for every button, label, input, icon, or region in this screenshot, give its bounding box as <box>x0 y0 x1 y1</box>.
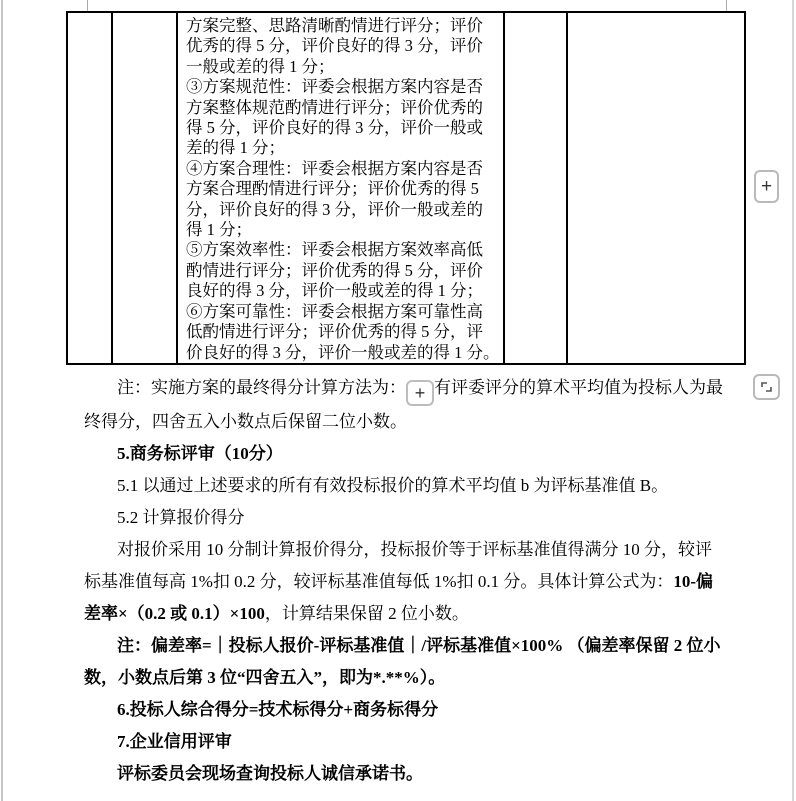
table-cell-text <box>178 14 503 363</box>
table-column-border <box>111 13 113 363</box>
table-cell-line: 得 5 分，评价良好的得 3 分，评价一般或 <box>186 118 483 138</box>
table-cell-line: ④方案合理性：评委会根据方案内容是否 <box>186 158 483 178</box>
table-cell-line: 方案整体规范酌情进行评分；评价优秀的 <box>186 97 483 117</box>
page-left-edge-line <box>1 0 3 801</box>
table-column-border <box>503 13 505 363</box>
page-right-edge-line <box>792 0 794 801</box>
table-column-border <box>566 13 568 363</box>
paragraph <box>84 438 724 470</box>
table-cell-line: ⑥方案可靠性：评委会根据方案可靠性高 <box>186 301 483 321</box>
table-cell-line: 优秀的得 5 分，评价良好的得 3 分，评价 <box>186 36 483 56</box>
paragraph <box>84 758 724 790</box>
text-run: ，计算结果保留 2 位小数。 <box>264 604 469 623</box>
expand-corners-icon <box>757 378 776 396</box>
paragraph <box>84 470 724 502</box>
paragraph <box>84 534 724 630</box>
text-run: 7.企业信用评审 <box>117 732 232 751</box>
paragraph <box>84 694 724 726</box>
expand-fullscreen-button[interactable] <box>753 374 780 400</box>
text-run: 注：实施方案的最终得分计算方法为： <box>117 378 406 397</box>
body-text <box>84 372 724 790</box>
inline-plus-button[interactable]: + <box>406 380 434 406</box>
table-cell-line: 酌情进行评分；评价优秀的得 5 分，评价 <box>186 260 483 280</box>
evaluation-table <box>66 11 746 365</box>
text-run: 有评委评分的算术平均值为投标人为最终得分，四舍五入小数点后保留二位小数。 <box>84 378 723 431</box>
paragraph <box>84 630 724 694</box>
table-cell-line: 一般或差的得 1 分； <box>186 56 335 76</box>
text-run: 对报价采用 10 分制计算报价得分，投标报价等于评标基准值得满分 10 分，较评标基准值每高 1%扣 0.2 分，较评标基准值每低 1%扣 0.1 分。具体计算公式为： <box>84 540 712 591</box>
text-run: 5.1 以通过上述要求的所有有效投标报价的算术平均值 b 为评标基准值 B。 <box>117 476 669 495</box>
text-run: 注：偏差率=｜投标人报价-评标基准值｜/评标基准值×100% （偏差率保留 2 位小数，小数点后第 3 位“四舍五入”，即为*.**%）。 <box>84 636 721 687</box>
text-run: 5.商务标评审（10分） <box>117 444 283 463</box>
paragraph <box>84 502 724 534</box>
table-cell-line: 方案完整、思路清晰酌情进行评分；评价 <box>186 16 483 35</box>
table-cell-line: 价良好的得 3 分，评价一般或差的得 1 分。 <box>186 342 500 362</box>
paragraph <box>84 726 724 758</box>
table-cell-line: 得 1 分； <box>186 220 252 240</box>
table-cell-line: 差的得 1 分； <box>186 138 285 158</box>
table-cell-line: ⑤方案效率性：评委会根据方案效率高低 <box>186 240 483 260</box>
text-run: 6.投标人综合得分=技术标得分+商务标得分 <box>117 700 439 719</box>
text-run: 10-偏差率×（0.2 或 0.1）×100 <box>84 572 713 623</box>
text-run: 5.2 计算报价得分 <box>117 508 245 527</box>
table-cell-line: 分，评价良好的得 3 分，评价一般或差的 <box>186 199 483 219</box>
table-cell-line: 低酌情进行评分；评价优秀的得 5 分，评 <box>186 322 483 342</box>
table-cell-line: 方案合理酌情进行评分；评价优秀的得 5 <box>186 179 479 199</box>
text-run: 评标委员会现场查询投标人诚信承诺书。 <box>117 764 423 783</box>
table-cell-line: 良好的得 3 分，评价一般或差的得 1 分； <box>186 281 483 301</box>
zoom-in-button[interactable]: + <box>754 170 779 203</box>
paragraph <box>84 372 724 438</box>
table-cell-line: ③方案规范性：评委会根据方案内容是否 <box>186 77 483 97</box>
